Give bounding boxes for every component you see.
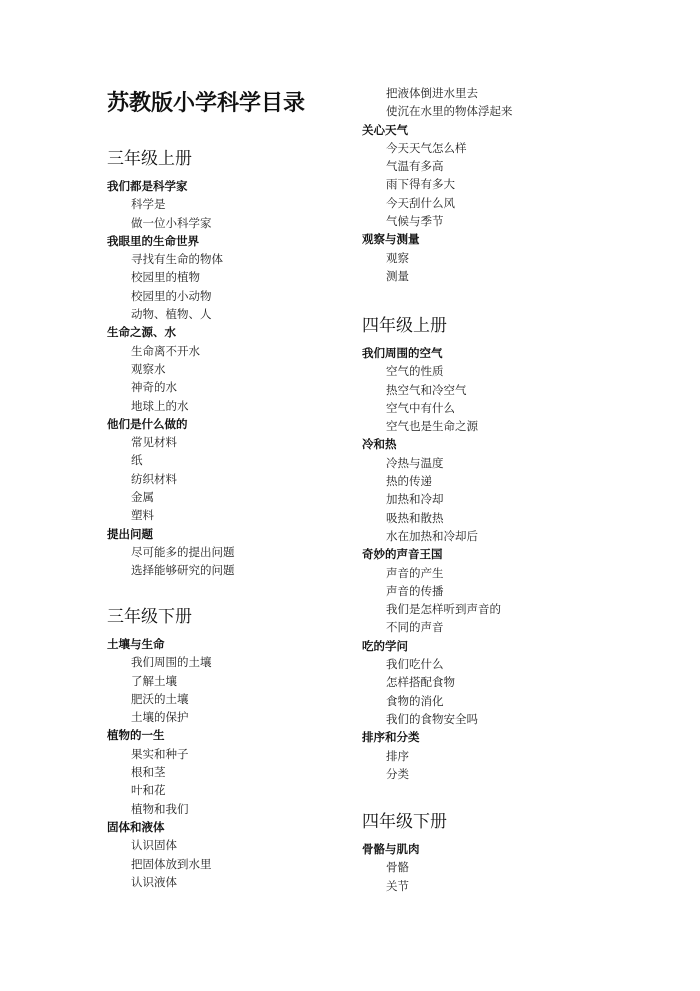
- lesson-item: 我们的食物安全吗: [386, 711, 478, 726]
- lesson-item: 使沉在水里的物体浮起来: [386, 104, 513, 119]
- unit-title: 排序和分类: [362, 730, 420, 745]
- lesson-item: 土壤的保护: [131, 710, 189, 725]
- lesson-item: 空气的性质: [386, 364, 444, 379]
- unit-title: 骨骼与肌肉: [362, 842, 420, 856]
- lesson-item: 把液体倒进水里去: [386, 86, 478, 100]
- lesson-list: [362, 454, 501, 545]
- lesson-list: [362, 747, 501, 784]
- unit-block: [362, 840, 447, 895]
- lesson-list: [362, 655, 501, 728]
- grade-heading: 四年级上册: [362, 316, 447, 336]
- unit-title: 关心天气: [362, 122, 408, 137]
- unit-title: 观察与测量: [362, 232, 420, 247]
- lesson-item: 选择能够研究的问题: [131, 563, 235, 578]
- unit-title: 奇妙的声音王国: [362, 547, 443, 562]
- lesson-item: 热空气和冷空气: [386, 382, 467, 397]
- unit-title: 植物的一生: [107, 728, 165, 743]
- lesson-item: 植物和我们: [131, 801, 189, 816]
- lesson-item: 不同的声音: [386, 620, 444, 635]
- lesson-list: [362, 249, 513, 286]
- lesson-list: [107, 543, 235, 580]
- grade-section: [107, 147, 235, 580]
- lesson-list: [107, 433, 235, 524]
- lesson-item: 肥沃的土壤: [131, 691, 189, 706]
- unit-block: [107, 525, 235, 580]
- lesson-item: 观察水: [131, 361, 166, 376]
- lesson-item: 我们吃什么: [386, 657, 444, 672]
- lesson-item: 纸: [131, 453, 143, 468]
- lesson-item: 了解土壤: [131, 673, 177, 688]
- lesson-item: 果实和种子: [131, 746, 189, 761]
- unit-block: [362, 545, 501, 636]
- grade-section: [362, 314, 501, 783]
- lesson-item: 地球上的水: [131, 398, 189, 413]
- unit-block: [107, 177, 235, 232]
- continued-section: [362, 84, 513, 285]
- lesson-item: 认识液体: [131, 874, 177, 889]
- lesson-item: 气候与季节: [386, 214, 444, 229]
- unit-block: [362, 435, 501, 545]
- grade-heading: 四年级下册: [362, 812, 447, 832]
- lesson-item: 动物、植物、人: [131, 307, 212, 322]
- lesson-list: [107, 195, 235, 232]
- lesson-item: 空气也是生命之源: [386, 419, 478, 434]
- lesson-item: 冷热与温度: [386, 455, 444, 470]
- lesson-item: 今天天气怎么样: [386, 140, 467, 155]
- grade-section: [107, 605, 212, 891]
- unit-block: [362, 728, 501, 783]
- unit-block: [107, 232, 235, 323]
- unit-block: [362, 344, 501, 435]
- page-title: 苏教版小学科学目录: [107, 91, 306, 116]
- lesson-item: 加热和冷却: [386, 492, 444, 507]
- lesson-item: 声音的传播: [386, 583, 444, 598]
- lesson-item: 观察: [386, 250, 409, 265]
- lesson-item: 神奇的水: [131, 380, 177, 395]
- unit-block: [362, 637, 501, 728]
- lesson-list: [362, 139, 513, 230]
- lesson-item: 我们周围的土壤: [131, 655, 212, 670]
- lesson-item: 根和茎: [131, 765, 166, 780]
- unit-title: 我眼里的生命世界: [107, 233, 199, 248]
- lesson-item: 空气中有什么: [386, 400, 455, 415]
- unit-title: 他们是什么做的: [107, 416, 188, 431]
- lesson-item: 塑料: [131, 508, 154, 523]
- lesson-item: 关节: [386, 878, 409, 893]
- lesson-item: 气温有多高: [386, 159, 444, 174]
- lesson-item: 雨下得有多大: [386, 177, 455, 192]
- grade-heading: 三年级上册: [107, 149, 192, 169]
- unit-title: 我们都是科学家: [107, 179, 188, 193]
- lesson-list: [362, 564, 501, 637]
- grade-heading: 三年级下册: [107, 607, 192, 627]
- lesson-item: 生命离不开水: [131, 343, 200, 358]
- lesson-item: 做一位小科学家: [131, 215, 212, 230]
- lesson-list: [107, 653, 212, 726]
- unit-title: 提出问题: [107, 526, 153, 541]
- lesson-item: 叶和花: [131, 783, 166, 798]
- lesson-item: 尽可能多的提出问题: [131, 544, 235, 559]
- lesson-list: [362, 858, 447, 895]
- lesson-list: [107, 250, 235, 323]
- unit-block: [362, 230, 513, 285]
- lesson-item: 校园里的植物: [131, 270, 200, 285]
- lesson-list: [362, 84, 513, 121]
- unit-block: [362, 121, 513, 231]
- unit-title: 我们周围的空气: [362, 346, 443, 360]
- lesson-item: 测量: [386, 268, 409, 283]
- lesson-item: 水在加热和冷却后: [386, 528, 478, 543]
- lesson-item: 声音的产生: [386, 565, 444, 580]
- lesson-item: 认识固体: [131, 838, 177, 853]
- unit-block: [107, 818, 212, 891]
- lesson-item: 食物的消化: [386, 693, 444, 708]
- lesson-item: 纺织材料: [131, 471, 177, 486]
- lesson-item: 怎样搭配食物: [386, 675, 455, 690]
- lesson-item: 吸热和散热: [386, 510, 444, 525]
- lesson-item: 科学是: [131, 197, 166, 212]
- lesson-list: [107, 836, 212, 891]
- lesson-item: 排序: [386, 748, 409, 763]
- unit-block: [107, 635, 212, 726]
- unit-title: 生命之源、水: [107, 325, 176, 340]
- lesson-item: 把固体放到水里: [131, 856, 212, 871]
- lesson-item: 校园里的小动物: [131, 288, 212, 303]
- lesson-item: 金属: [131, 490, 154, 505]
- lesson-item: 骨骼: [386, 860, 409, 875]
- lesson-list: [362, 362, 501, 435]
- unit-title: 固体和液体: [107, 819, 165, 834]
- lesson-list: [107, 342, 235, 415]
- lesson-item: 分类: [386, 766, 409, 781]
- lesson-item: 热的传递: [386, 474, 432, 489]
- lesson-item: 寻找有生命的物体: [131, 252, 223, 267]
- lesson-item: 常见材料: [131, 435, 177, 450]
- grade-section: [362, 810, 447, 895]
- unit-block: [107, 415, 235, 525]
- unit-block: [107, 323, 235, 414]
- lesson-item: 今天刮什么风: [386, 195, 455, 210]
- unit-title: 冷和热: [362, 437, 397, 452]
- unit-title: 土壤与生命: [107, 637, 165, 651]
- unit-block: [107, 726, 212, 817]
- unit-title: 吃的学问: [362, 638, 408, 653]
- lesson-item: 我们是怎样听到声音的: [386, 602, 501, 617]
- lesson-list: [107, 745, 212, 818]
